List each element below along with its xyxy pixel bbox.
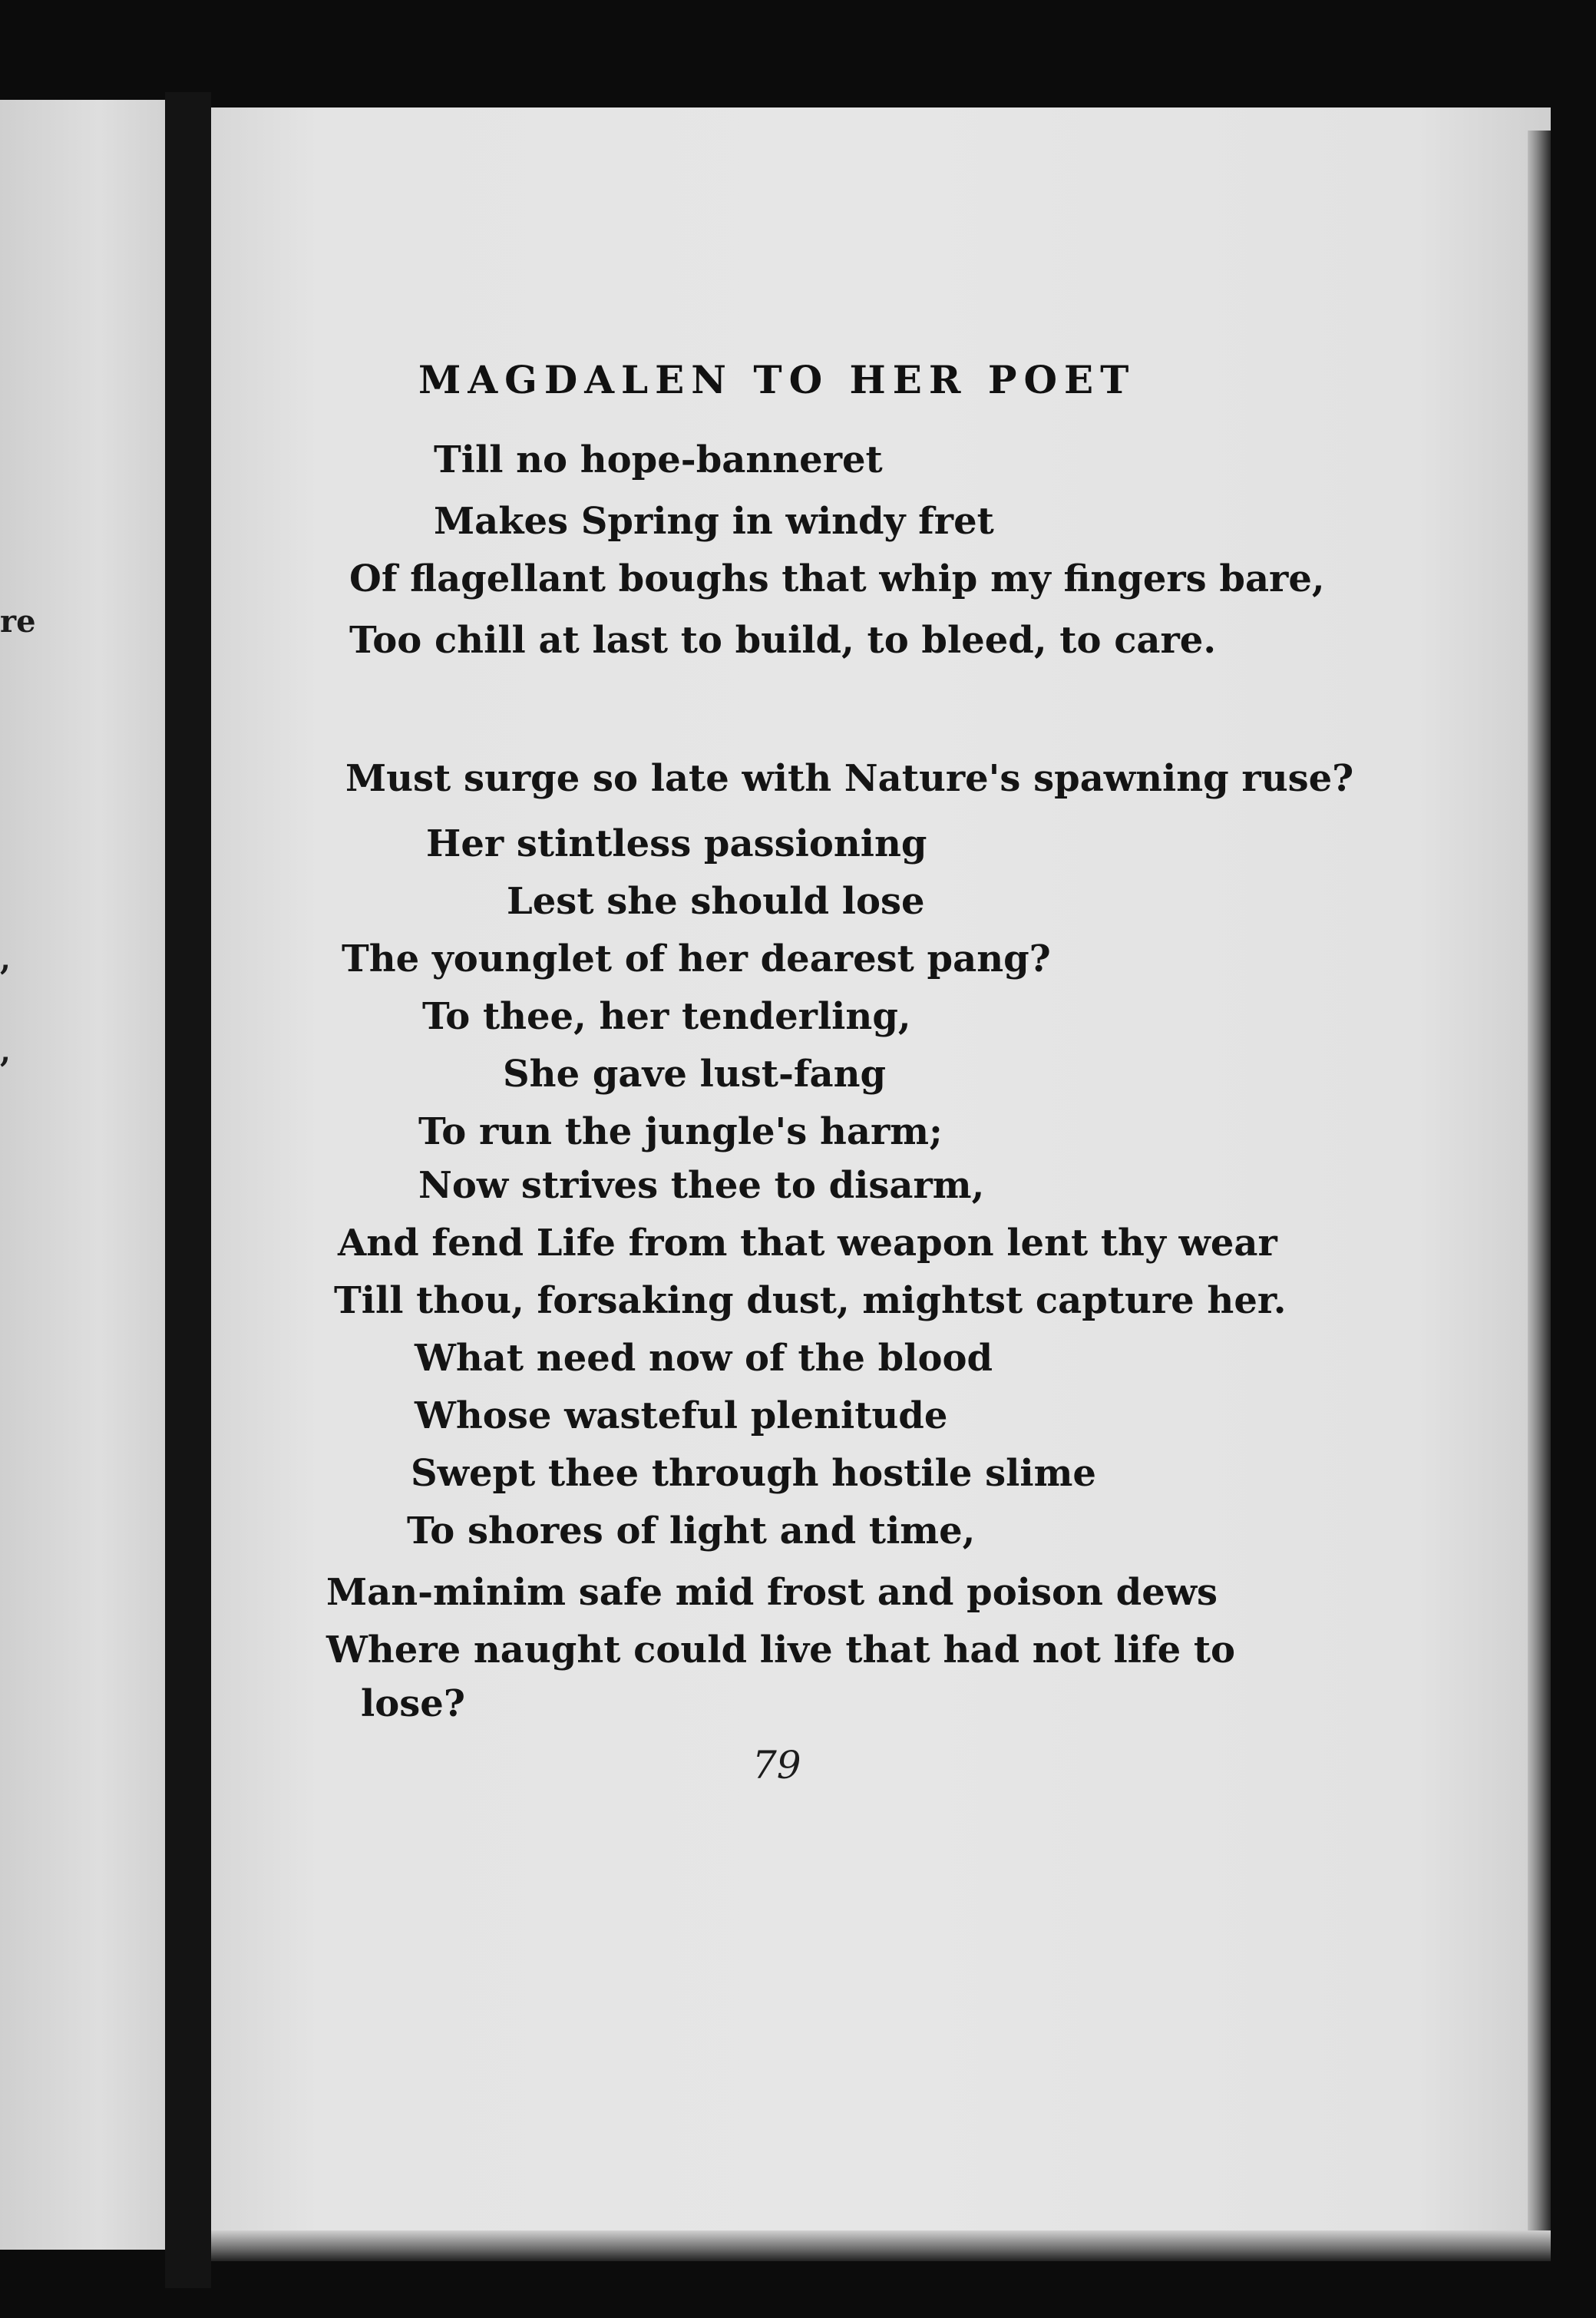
poem-line: Of flagellant boughs that whip my fingers bare, <box>349 557 1325 600</box>
poem-line: Till thou, forsaking dust, mightst capture her. <box>334 1279 1287 1322</box>
left-page-fragment: , <box>0 941 11 977</box>
page-edge-bottom <box>211 2230 1551 2261</box>
poem-line: Where naught could live that had not life to <box>326 1629 1236 1672</box>
poem-line: Now strives thee to disarm, <box>418 1164 985 1207</box>
left-page-margin <box>0 100 165 2250</box>
left-page-fragment: re <box>0 603 36 640</box>
poem-line: And fend Life from that weapon lent thy wear <box>338 1222 1277 1265</box>
poem-line: Lest she should lose <box>507 880 925 923</box>
book-gutter <box>165 92 211 2288</box>
poem-line: Her stintless passioning <box>426 822 927 865</box>
poem-line: To shores of light and time, <box>407 1510 976 1552</box>
running-head: MAGDALEN TO HER POET <box>418 357 1136 402</box>
poem-line: She gave lust-fang <box>503 1053 887 1096</box>
poem-line: Whose wasteful plenitude <box>415 1394 948 1437</box>
poem-line: Must surge so late with Nature's spawning ruse? <box>345 757 1354 800</box>
poem-line: To thee, her tenderling, <box>422 995 911 1038</box>
poem-line: What need now of the blood <box>415 1337 993 1380</box>
poem-line: To run the jungle's harm; <box>418 1110 943 1153</box>
poem-line: Man-minim safe mid frost and poison dews <box>326 1571 1218 1614</box>
poem-line: Till no hope-banneret <box>434 438 883 481</box>
page-edge-right <box>1528 131 1551 2250</box>
poem-line: The younglet of her dearest pang? <box>342 937 1051 980</box>
left-page-fragment: , <box>0 1033 11 1070</box>
page-number: 79 <box>752 1743 801 1787</box>
poem-line: Swept thee through hostile slime <box>411 1452 1096 1495</box>
poem-line: lose? <box>361 1682 465 1725</box>
poem-line: Too chill at last to build, to bleed, to care. <box>349 619 1217 662</box>
poem-line: Makes Spring in windy fret <box>434 500 994 543</box>
